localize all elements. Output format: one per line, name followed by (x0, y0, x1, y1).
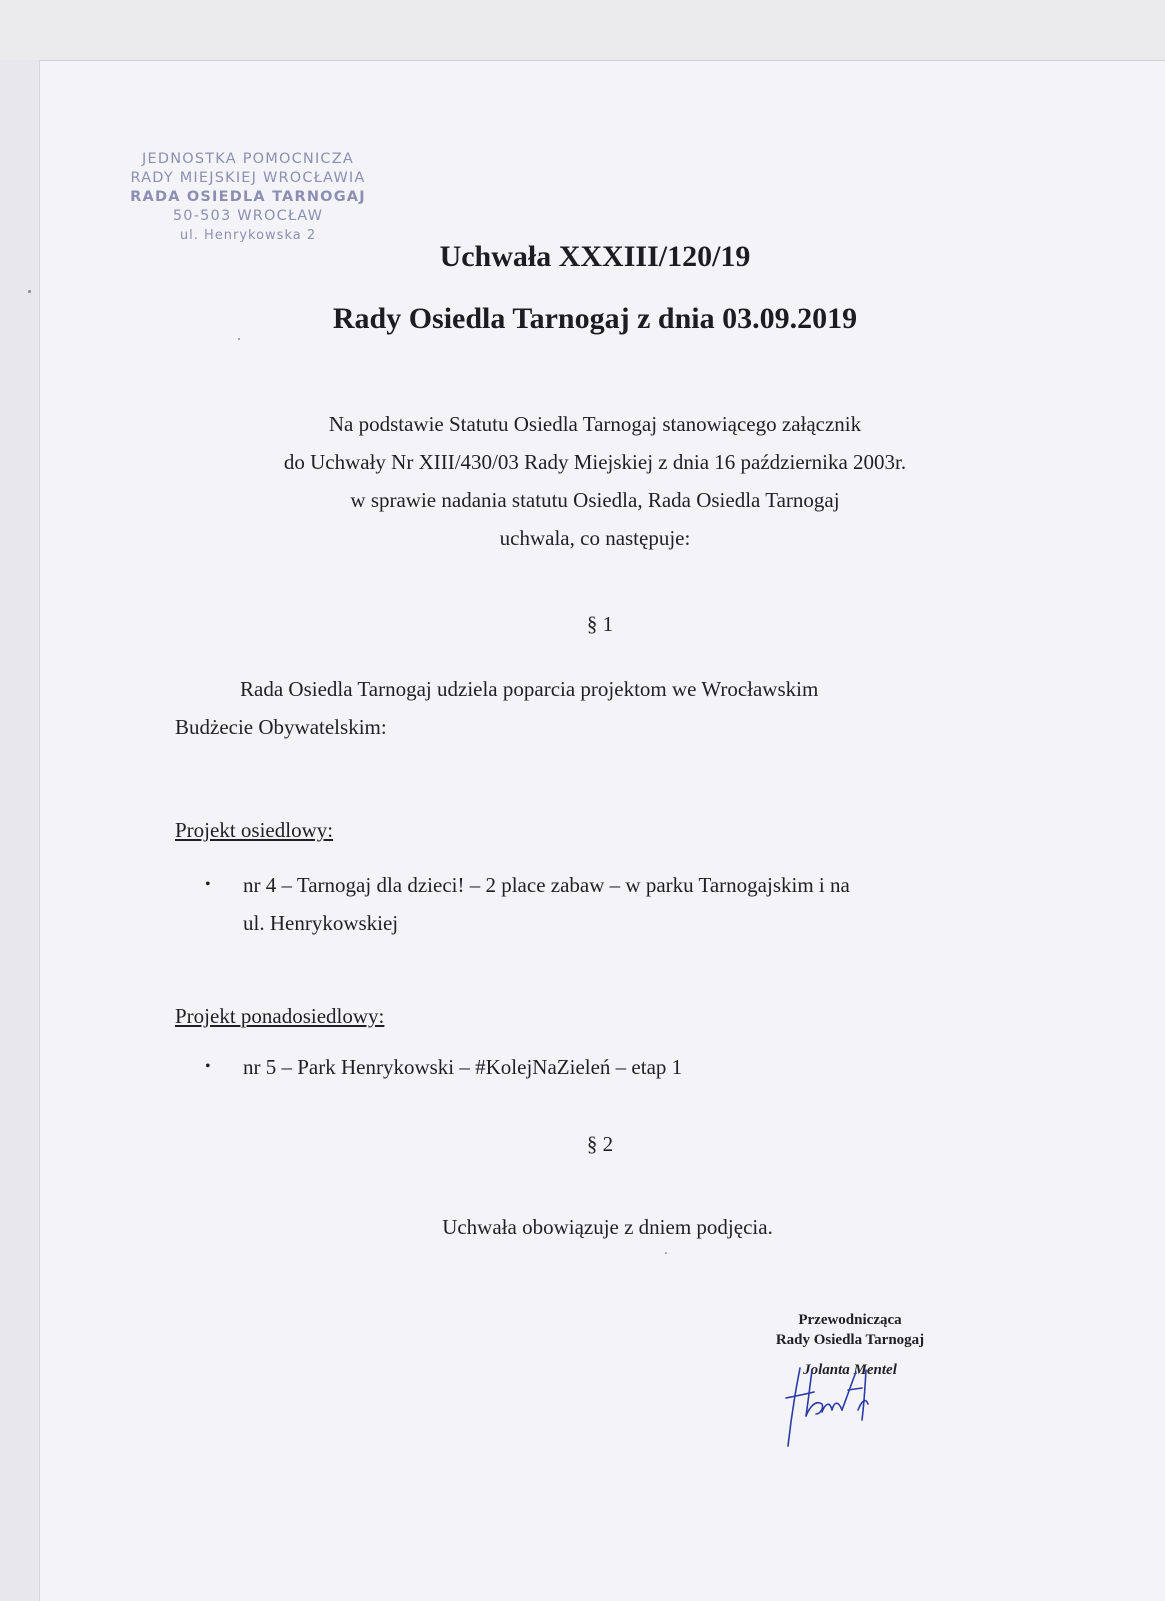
signatory-body: Rady Osiedla Tarnogaj (775, 1332, 925, 1348)
signatory-role: Przewodnicząca (798, 1312, 902, 1328)
stamp-line: 50-503 WROCŁAW (172, 208, 324, 224)
stamp-line: RADY MIEJSKIEJ WROCŁAWIA (130, 170, 366, 186)
resolution-subtitle: Rady Osiedla Tarnogaj z dnia 03.09.2019 (332, 302, 858, 335)
section-1-body (175, 670, 818, 746)
list-item-line: ul. Henrykowskiej (243, 911, 399, 935)
resolution-title: Uchwała XXXIII/120/19 (439, 240, 751, 273)
scanner-background (0, 0, 1165, 60)
list-item (205, 1048, 682, 1086)
intro-line: do Uchwały Nr XIII/430/03 Rady Miejskiej z dnia 16 października 2003r. (283, 450, 907, 474)
stamp-line: RADA OSIEDLA TARNOGAJ (130, 189, 366, 205)
section-1-line: Rada Osiedla Tarnogaj udziela poparcia projektom we Wrocławskim (240, 677, 819, 701)
stamp-line: ul. Henrykowska 2 (179, 228, 317, 243)
scan-speck (238, 338, 240, 340)
bullet-icon: • (205, 876, 211, 893)
intro-paragraph (0, 405, 1165, 557)
bullet-icon: • (205, 1058, 211, 1075)
section-2-sign: § 2 (586, 1132, 614, 1156)
section-2-text: Uchwała obowiązuje z dniem podjęcia. (442, 1215, 773, 1239)
scan-speck (665, 1252, 667, 1254)
office-stamp (118, 150, 378, 245)
supra-local-project-heading: Projekt ponadosiedlowy: (175, 1004, 385, 1028)
intro-line: uchwala, co następuje: (499, 526, 691, 550)
stamp-line: JEDNOSTKA POMOCNICZA (141, 151, 354, 167)
scan-speck (28, 290, 31, 293)
signatory-name: Jolanta Mentel (803, 1362, 897, 1378)
intro-line: w sprawie nadania statutu Osiedla, Rada Osiedla Tarnogaj (350, 488, 840, 512)
intro-line: Na podstawie Statutu Osiedla Tarnogaj stanowiącego załącznik (328, 412, 862, 436)
handwritten-signature (770, 1360, 920, 1450)
local-project-heading: Projekt osiedlowy: (175, 818, 334, 842)
section-1-line: Budżecie Obywatelskim: (175, 715, 387, 739)
list-item (205, 866, 850, 942)
list-item-line: nr 4 – Tarnogaj dla dzieci! – 2 place zabaw – w parku Tarnogajskim i na (243, 873, 850, 897)
section-1-sign: § 1 (586, 612, 614, 636)
list-item-line: nr 5 – Park Henrykowski – #KolejNaZieleń – etap 1 (243, 1055, 683, 1079)
